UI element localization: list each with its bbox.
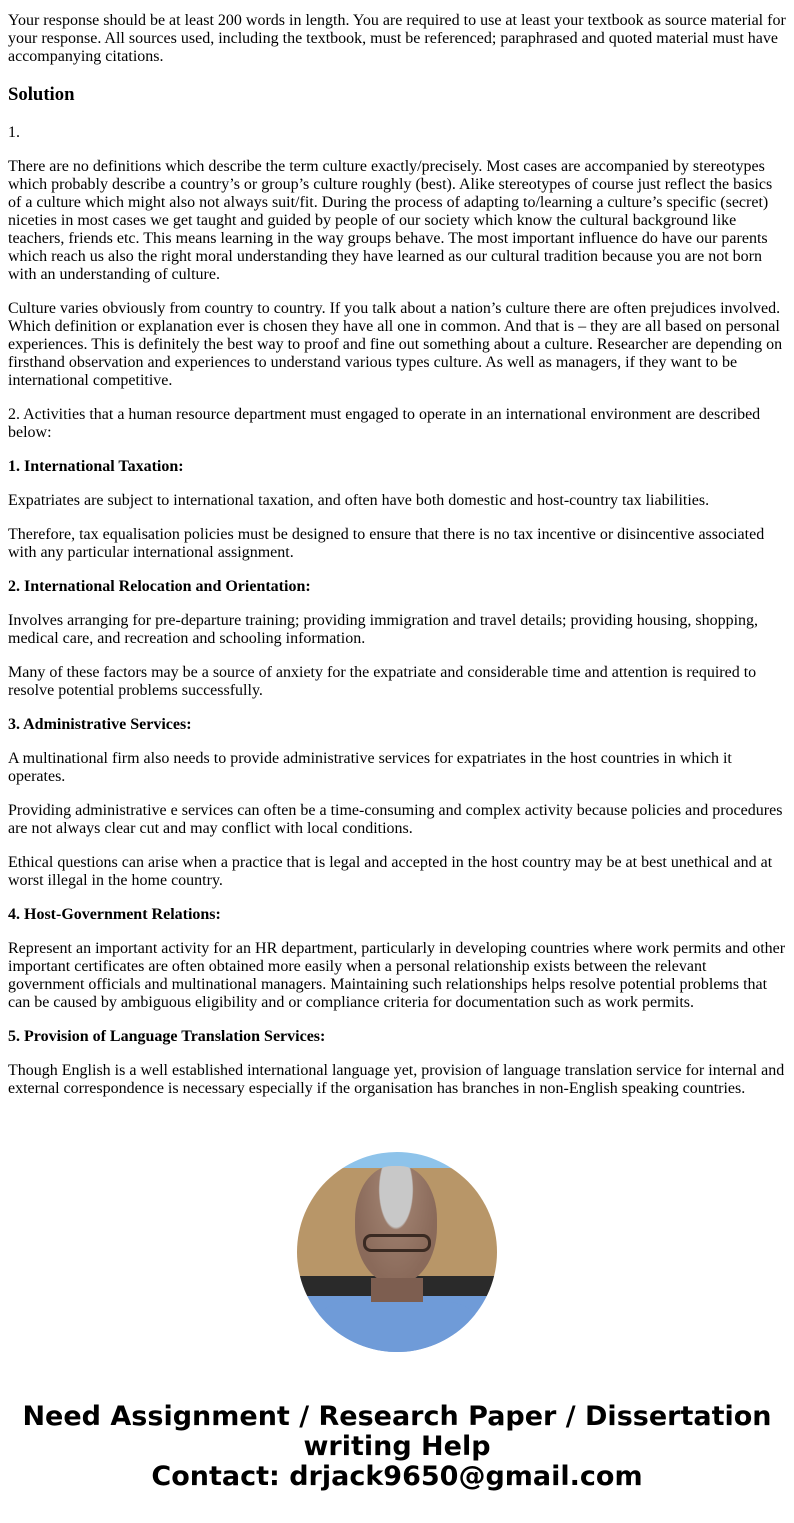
paragraph: There are no definitions which describe the term culture exactly/precisely. Most cases are accompanied by stereotypes which probably describe a country’s or group’s culture roughly (best). Alike stereotypes of course just reflect the basics of a culture which might also not always suit/fit. During the process of adapting to/learning a culture’s specific (secret) niceties in most cases we get taught and guided by people of our society which know the cultural background like teachers, friends etc. This means learning in the way groups behave. The most important influence do have our parents which reach us also the right moral understanding they have learned as our cultural tradition because you are not born with an understanding of culture. <box>8 158 773 283</box>
section-title: 5. Provision of Language Translation Services: <box>8 1028 326 1045</box>
section-title: 2. International Relocation and Orientation: <box>8 578 311 595</box>
solution-body <box>8 124 786 1098</box>
photo-glasses <box>363 1234 431 1252</box>
section-title: 4. Host-Government Relations: <box>8 906 221 923</box>
paragraph: Involves arranging for pre-departure training; providing immigration and travel details; providing housing, shopping, medical care, and recreation and schooling information. <box>8 612 759 647</box>
paragraph: Therefore, tax equalisation policies must be designed to ensure that there is no tax incentive or disincentive associated with any particular international assignment. <box>8 526 765 561</box>
section-title: 1. International Taxation: <box>8 458 184 475</box>
banner-headline: Need Assignment / Research Paper / Dissertation writing Help <box>22 1401 772 1462</box>
paragraph: Ethical questions can arise when a practice that is legal and accepted in the host country may be at best unethical and at worst illegal in the home country. <box>8 854 773 889</box>
paragraph: Culture varies obviously from country to country. If you talk about a nation’s culture there are often prejudices involved. Which definition or explanation ever is chosen they have all one in common. And that is – they are all based on personal experiences. This is definitely the best way to proof and fine out something about a culture. Researcher are depending on firsthand observation and experiences to understand various types culture. As well as managers, if they want to be international competitive. <box>8 300 783 389</box>
section-title: 3. Administrative Services: <box>8 716 192 733</box>
photo-shirt <box>307 1302 487 1352</box>
paragraph: 2. Activities that a human resource department must engaged to operate in an international environment are described below: <box>8 406 761 441</box>
solution-heading: Solution <box>8 84 75 105</box>
paragraph: Expatriates are subject to international taxation, and often have both domestic and host-country tax liabilities. <box>8 492 710 509</box>
author-photo-container <box>8 1152 786 1352</box>
photo-head <box>355 1166 437 1284</box>
paragraph: 1. <box>8 124 20 141</box>
paragraph: Represent an important activity for an HR department, particularly in developing countries where work permits and other important certificates are often obtained more easily when a personal relationship exists between the relevant government officials and multinational managers. Maintaining such relationships helps resolve potential problems that can be caused by ambiguous eligibility and or compliance criteria for documentation such as work permits. <box>8 940 786 1011</box>
intro-text: Your response should be at least 200 words in length. You are required to use at least your textbook as source material for your response. All sources used, including the textbook, must be referenced; paraphrased and quoted material must have accompanying citations. <box>8 12 786 65</box>
paragraph: Providing administrative e services can often be a time-consuming and complex activity because policies and procedures are not always clear cut and may conflict with local conditions. <box>8 802 783 837</box>
author-photo <box>297 1152 497 1352</box>
banner-contact: Contact: drjack9650@gmail.com <box>151 1461 643 1492</box>
paragraph: Many of these factors may be a source of anxiety for the expatriate and considerable time and attention is required to resolve potential problems successfully. <box>8 664 757 699</box>
paragraph: A multinational firm also needs to provide administrative services for expatriates in the host countries in which it operates. <box>8 750 732 785</box>
contact-banner <box>8 1402 786 1492</box>
paragraph: Though English is a well established international language yet, provision of language translation service for internal and external correspondence is necessary especially if the organisation has branches in non-English speaking countries. <box>8 1062 785 1097</box>
